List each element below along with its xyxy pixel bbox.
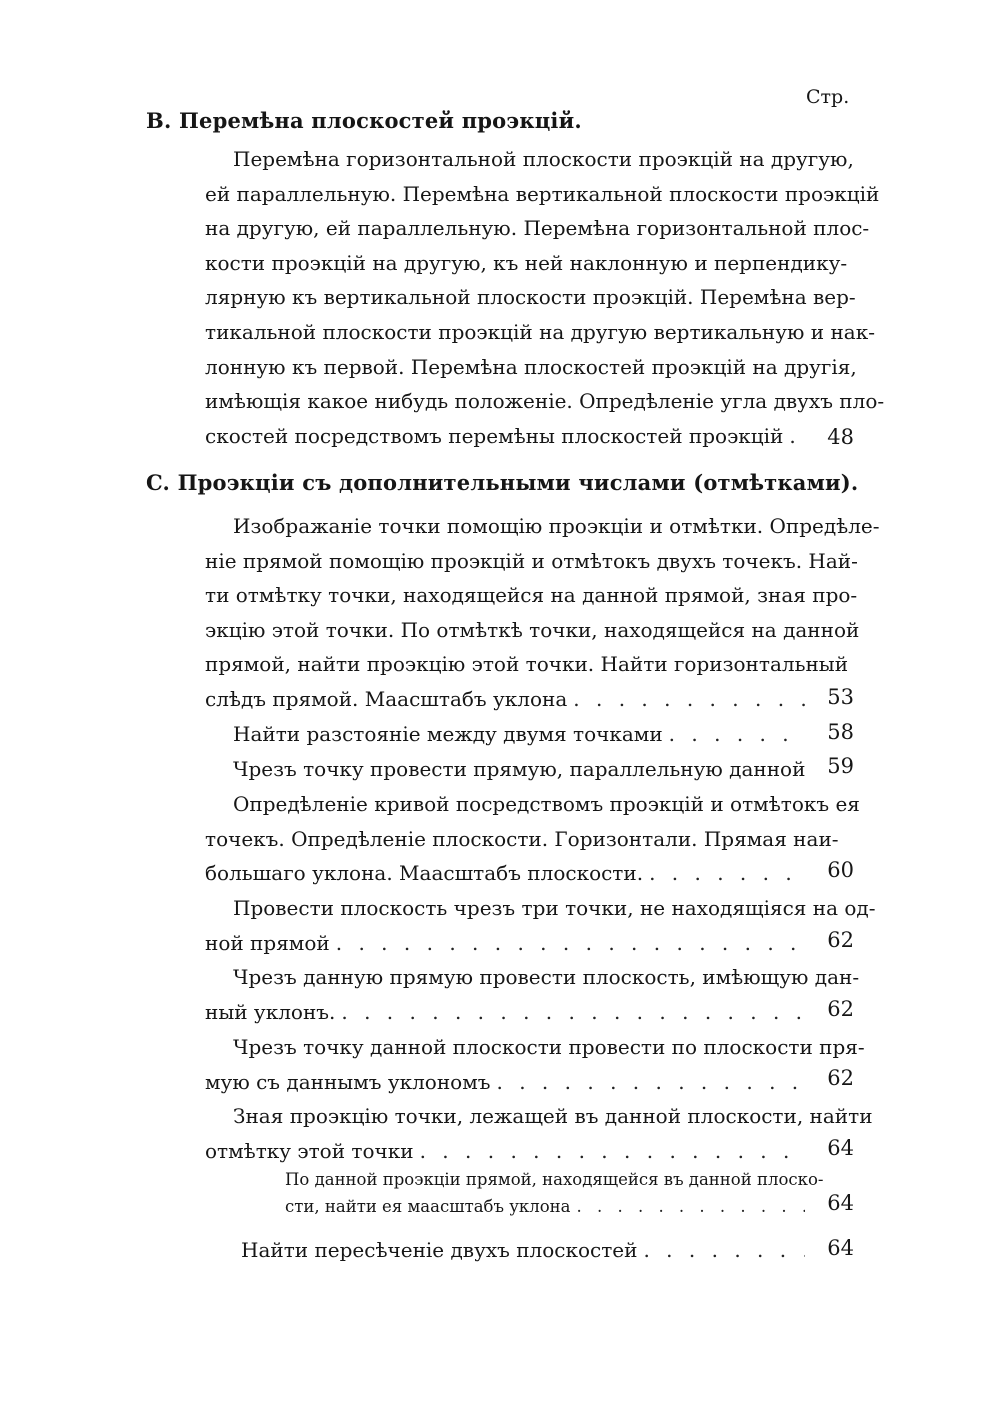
toc-entry [205, 752, 805, 787]
entry-line: имѣющія какое нибудь положеніе. Опредѣленіе угла двухъ пло- [205, 389, 885, 414]
entry-line: экцію этой точки. По отмѣткѣ точки, находящейся на данной [205, 617, 860, 642]
entry-line: ей параллельную. Перемѣна вертикальной плоскости проэкцій [205, 181, 880, 206]
dot-leader [669, 717, 805, 752]
page-number: 64 [827, 1236, 854, 1260]
entry-line: точекъ. Опредѣленіе плоскости. Горизонтали. Прямая наи- [205, 826, 839, 851]
dot-leader [336, 926, 805, 961]
entry-line-last [205, 995, 805, 1030]
toc-entry-small [205, 1166, 824, 1220]
entry-line-last [205, 1193, 805, 1220]
entry-line-text: скостей посредствомъ перемѣны плоскостей проэкцій [205, 423, 784, 448]
page-number: 62 [827, 1066, 854, 1090]
entry-line-text: ной прямой [205, 930, 330, 955]
toc-entry [205, 1233, 805, 1268]
entry-line-last [205, 717, 805, 752]
entry-line: лярную къ вертикальной плоскости проэкцій. Перемѣна вер- [205, 285, 856, 310]
dot-leader [576, 1193, 805, 1220]
entry-line: По данной проэкціи прямой, находящейся въ данной плоско- [285, 1170, 824, 1189]
entry-line-text: отмѣтку этой точки [205, 1138, 414, 1163]
entry-line: кости проэкцій на другую, къ ней наклонную и перпендику- [205, 250, 848, 275]
page-number: 64 [827, 1191, 854, 1215]
dot-leader [789, 419, 805, 454]
entry-line-text: Найти пересѣченіе двухъ плоскостей [241, 1238, 638, 1262]
page-number: 48 [827, 425, 854, 449]
entry-line-text: Чрезъ точку провести прямую, параллельную данной [233, 757, 806, 781]
page-number: 60 [827, 858, 854, 882]
dot-leader [643, 1233, 805, 1268]
entry-line-last [205, 752, 805, 787]
section-heading-b: B. Перемѣна плоскостей проэкцій. [146, 108, 582, 133]
entry-line-last [205, 1065, 805, 1100]
dot-leader [649, 856, 805, 891]
page-column-label: Стр. [806, 86, 850, 108]
entry-line: Зная проэкцію точки, лежащей въ данной плоскости, найти [233, 1104, 873, 1128]
entry-line: прямой, найти проэкцію этой точки. Найти горизонтальный [205, 652, 849, 677]
entry-line-last [205, 682, 805, 717]
entry-line-last [205, 419, 805, 454]
entry-line-last [205, 1233, 805, 1268]
entry-line-text: сти, найти ея маасштабъ уклона [285, 1197, 571, 1216]
dot-leader [420, 1134, 805, 1169]
dot-leader [341, 995, 805, 1030]
entry-line-text: слѣдъ прямой. Маасштабъ уклона [205, 686, 568, 711]
entry-line: Чрезъ данную прямую провести плоскость, имѣющую дан- [233, 965, 860, 989]
dot-leader [497, 1065, 806, 1100]
entry-line: Изображаніе точки помощію проэкціи и отмѣтки. Опредѣле- [233, 514, 880, 538]
entry-line: Провести плоскость чрезъ три точки, не находящіяся на од- [233, 896, 876, 920]
page-number: 53 [827, 685, 854, 709]
entry-line-text: мую съ даннымъ уклономъ [205, 1069, 491, 1094]
dot-leader [573, 682, 805, 717]
entry-line: на другую, ей параллельную. Перемѣна горизонтальной плос- [205, 216, 870, 241]
page-number: 58 [827, 720, 854, 744]
entry-line-text: ный уклонъ. [205, 999, 336, 1024]
entry-line: лонную къ первой. Перемѣна плоскостей проэкцій на другія, [205, 354, 857, 379]
entry-line-last [205, 856, 805, 891]
page-number: 62 [827, 997, 854, 1021]
section-heading-c: C. Проэкціи съ дополнительными числами (отмѣтками). [146, 470, 859, 495]
entry-line-last [205, 1134, 805, 1169]
entry-line: Опредѣленіе кривой посредствомъ проэкцій и отмѣтокъ ея [233, 792, 860, 816]
entry-line: ніе прямой помощію проэкцій и отмѣтокъ двухъ точекъ. Най- [205, 548, 858, 573]
page-number: 62 [827, 928, 854, 952]
entry-line: ти отмѣтку точки, находящейся на данной прямой, зная про- [205, 583, 858, 608]
entry-line: Чрезъ точку данной плоскости провести по плоскости пря- [233, 1035, 865, 1059]
page-number: 59 [827, 754, 854, 778]
entry-line-text: Найти разстояніе между двумя точками [233, 722, 663, 746]
entry-line-text: большаго уклона. Маасштабъ плоскости. [205, 861, 644, 886]
entry-line: Перемѣна горизонтальной плоскости проэкцій на другую, [233, 147, 854, 171]
entry-line: тикальной плоскости проэкцій на другую вертикальную и нак- [205, 319, 875, 344]
page-number: 64 [827, 1136, 854, 1160]
entry-line-last [205, 926, 805, 961]
toc-entry [205, 717, 805, 752]
